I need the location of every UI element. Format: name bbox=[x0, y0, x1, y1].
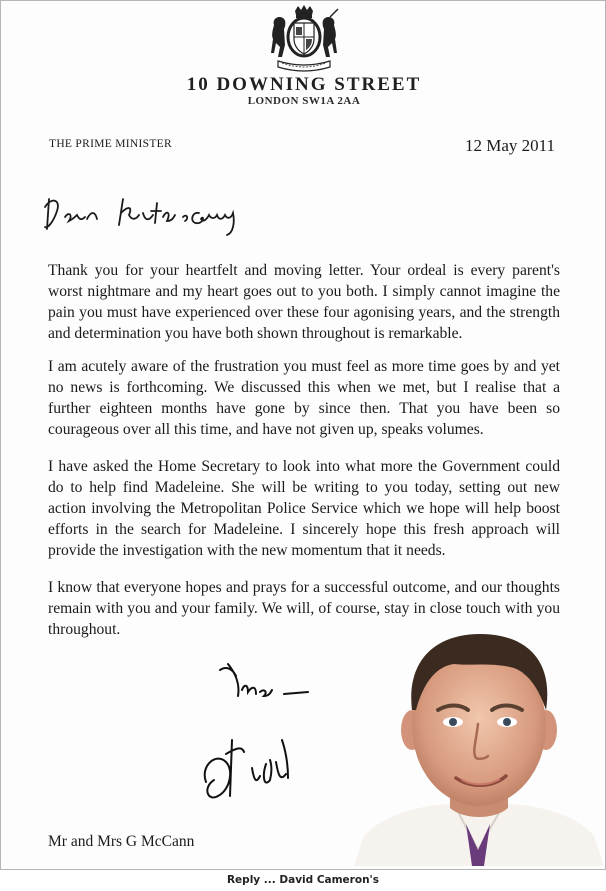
recipient-name: Mr and Mrs G McCann bbox=[48, 833, 195, 850]
paragraph-3: I have asked the Home Secretary to look into what more the Government could do to help find Madeleine. She will be writing to you today, setting out new action involving the Metropolitan Police Service which we hope will help boost efforts in the search for Madeleine. I sincerely hope this fresh approach will provide the investigation with the new momentum that it needs. bbox=[48, 458, 560, 559]
handwritten-salutation bbox=[39, 189, 249, 239]
address-line-1: 10 DOWNING STREET bbox=[186, 74, 422, 95]
sender-title: THE PRIME MINISTER bbox=[49, 138, 172, 150]
address-line-2: LONDON SW1A 2AA bbox=[247, 95, 361, 107]
letter-date: 12 May 2011 bbox=[464, 136, 555, 155]
paragraph-2: I am acutely aware of the frustration you must feel as more time goes by and yet no news is forthcoming. We discussed this when we met, but I realise that a further eighteen months have gone by since then. That you have been so courageous over all this time, and have not given up, speaks volumes. bbox=[48, 358, 560, 438]
paragraph-4: I know that everyone hopes and prays for a successful outcome, and our thoughts remain with you and your family. We will, of course, stay in close touch with you throughout. bbox=[48, 579, 560, 638]
paragraph-1: Thank you for your heartfelt and moving letter. Your ordeal is every parent's worst nightmare and my heart goes out to you both. I simply cannot imagine the pain you must have experienced over these four agonising years, and the strength and determination you have both shown throughout is remarkable. bbox=[48, 262, 560, 342]
handwritten-signature bbox=[196, 656, 346, 816]
image-caption: Reply ... David Cameron's bbox=[226, 874, 380, 886]
royal-coat-of-arms-icon bbox=[268, 5, 340, 75]
portrait-photo bbox=[354, 618, 604, 866]
